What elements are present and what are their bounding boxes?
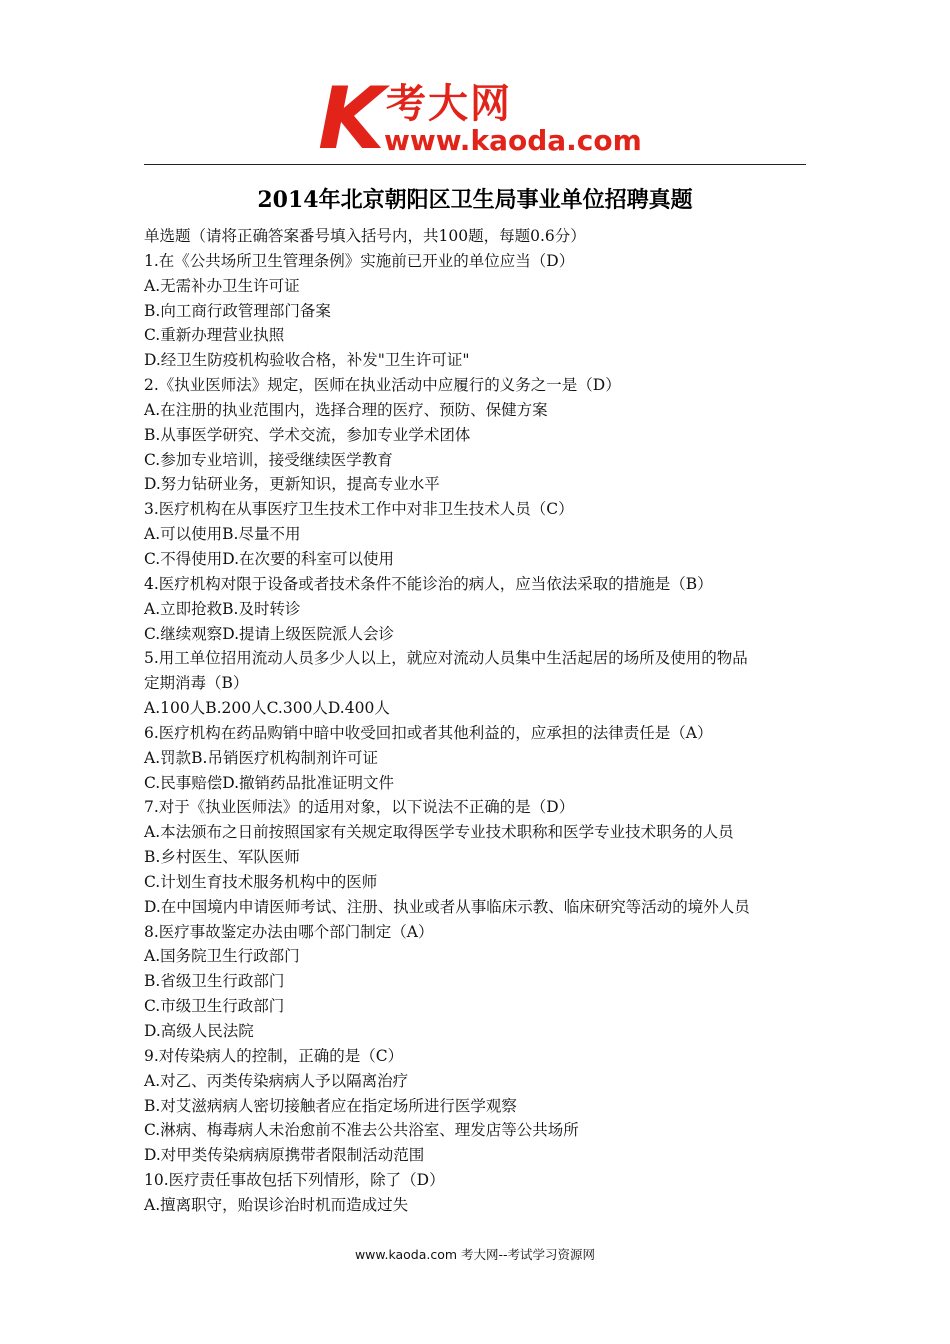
option-7d: D.在中国境内申请医师考试、注册、执业或者从事临床示教、临床研究等活动的境外人员	[144, 897, 750, 916]
question-7: 7.对于《执业医师法》的适用对象，以下说法不正确的是（D）	[144, 798, 575, 817]
option-7b: B.乡村医生、军队医师	[144, 848, 300, 867]
option-7a: A.本法颁布之日前按照国家有关规定取得医学专业技术职称和医学专业技术职务的人员	[144, 823, 734, 842]
option-2a: A.在注册的执业范围内，选择合理的医疗、预防、保健方案	[144, 400, 548, 419]
question-8: 8.医疗事故鉴定办法由哪个部门制定（A）	[144, 922, 434, 941]
exam-content	[144, 224, 824, 1218]
logo-site-url: www.kaoda.com	[384, 124, 642, 157]
option-2d: D.努力钻研业务，更新知识，提高专业水平	[144, 475, 440, 494]
option-3ab: A.可以使用B.尽量不用	[144, 525, 301, 544]
option-4cd: C.继续观察D.提请上级医院派人会诊	[144, 624, 395, 643]
document-title: 2014年北京朝阳区卫生局事业单位招聘真题	[257, 187, 693, 213]
option-1d: D.经卫生防疫机构验收合格，补发"卫生许可证"	[144, 351, 470, 370]
question-1: 1.在《公共场所卫生管理条例》实施前已开业的单位应当（D）	[144, 251, 575, 270]
option-6cd: C.民事赔偿D.撤销药品批准证明文件	[144, 773, 395, 792]
option-5abcd: A.100人B.200人C.300人D.400人	[144, 699, 390, 718]
question-6: 6.医疗机构在药品购销中暗中收受回扣或者其他利益的，应承担的法律责任是（A）	[144, 723, 713, 742]
option-1b: B.向工商行政管理部门备案	[144, 301, 331, 320]
option-10a: A.擅离职守，贻误诊治时机而造成过失	[144, 1195, 409, 1214]
option-3cd: C.不得使用D.在次要的科室可以使用	[144, 549, 395, 568]
option-2c: C.参加专业培训，接受继续医学教育	[144, 450, 393, 469]
option-9b: B.对艾滋病病人密切接触者应在指定场所进行医学观察	[144, 1096, 517, 1115]
question-3: 3.医疗机构在从事医疗卫生技术工作中对非卫生技术人员（C）	[144, 500, 574, 519]
question-10: 10.医疗责任事故包括下列情形，除了（D）	[144, 1171, 445, 1190]
question-5-cont: 定期消毒（B）	[144, 674, 249, 693]
question-9: 9.对传染病人的控制，正确的是（C）	[144, 1046, 404, 1065]
option-6ab: A.罚款B.吊销医疗机构制剂许可证	[144, 748, 378, 767]
option-8c: C.市级卫生行政部门	[144, 997, 285, 1016]
option-2b: B.从事医学研究、学术交流，参加专业学术团体	[144, 425, 471, 444]
page-footer: www.kaoda.com 考大网--考试学习资源网	[354, 1247, 596, 1262]
option-8d: D.高级人民法院	[144, 1022, 254, 1040]
option-9d: D.对甲类传染病病原携带者限制活动范围	[144, 1146, 425, 1165]
option-9c: C.淋病、梅毒病人未治愈前不准去公共浴室、理发店等公共场所	[144, 1121, 579, 1140]
option-4ab: A.立即抢救B.及时转诊	[144, 599, 301, 618]
question-2: 2.《执业医师法》规定，医师在执业活动中应履行的义务之一是（D）	[144, 376, 621, 395]
question-5: 5.用工单位招用流动人员多少人以上，就应对流动人员集中生活起居的场所及使用的物品	[144, 649, 748, 668]
header-divider	[144, 164, 806, 165]
option-8b: B.省级卫生行政部门	[144, 972, 285, 991]
question-4: 4.医疗机构对限于设备或者技术条件不能诊治的病人，应当依法采取的措施是（B）	[144, 574, 713, 593]
site-logo	[318, 69, 648, 169]
section-instruction: 单选题（请将正确答案番号填入括号内，共100题，每题0.6分）	[144, 227, 586, 245]
option-9a: A.对乙、丙类传染病病人予以隔离治疗	[144, 1071, 409, 1090]
option-8a: A.国务院卫生行政部门	[144, 947, 300, 966]
logo-site-name: 考大网	[386, 81, 512, 127]
option-1c: C.重新办理营业执照	[144, 326, 285, 345]
option-7c: C.计划生育技术服务机构中的医师	[144, 872, 378, 891]
option-1a: A.无需补办卫生许可证	[144, 276, 300, 295]
logo-k-mark: K	[318, 69, 381, 169]
